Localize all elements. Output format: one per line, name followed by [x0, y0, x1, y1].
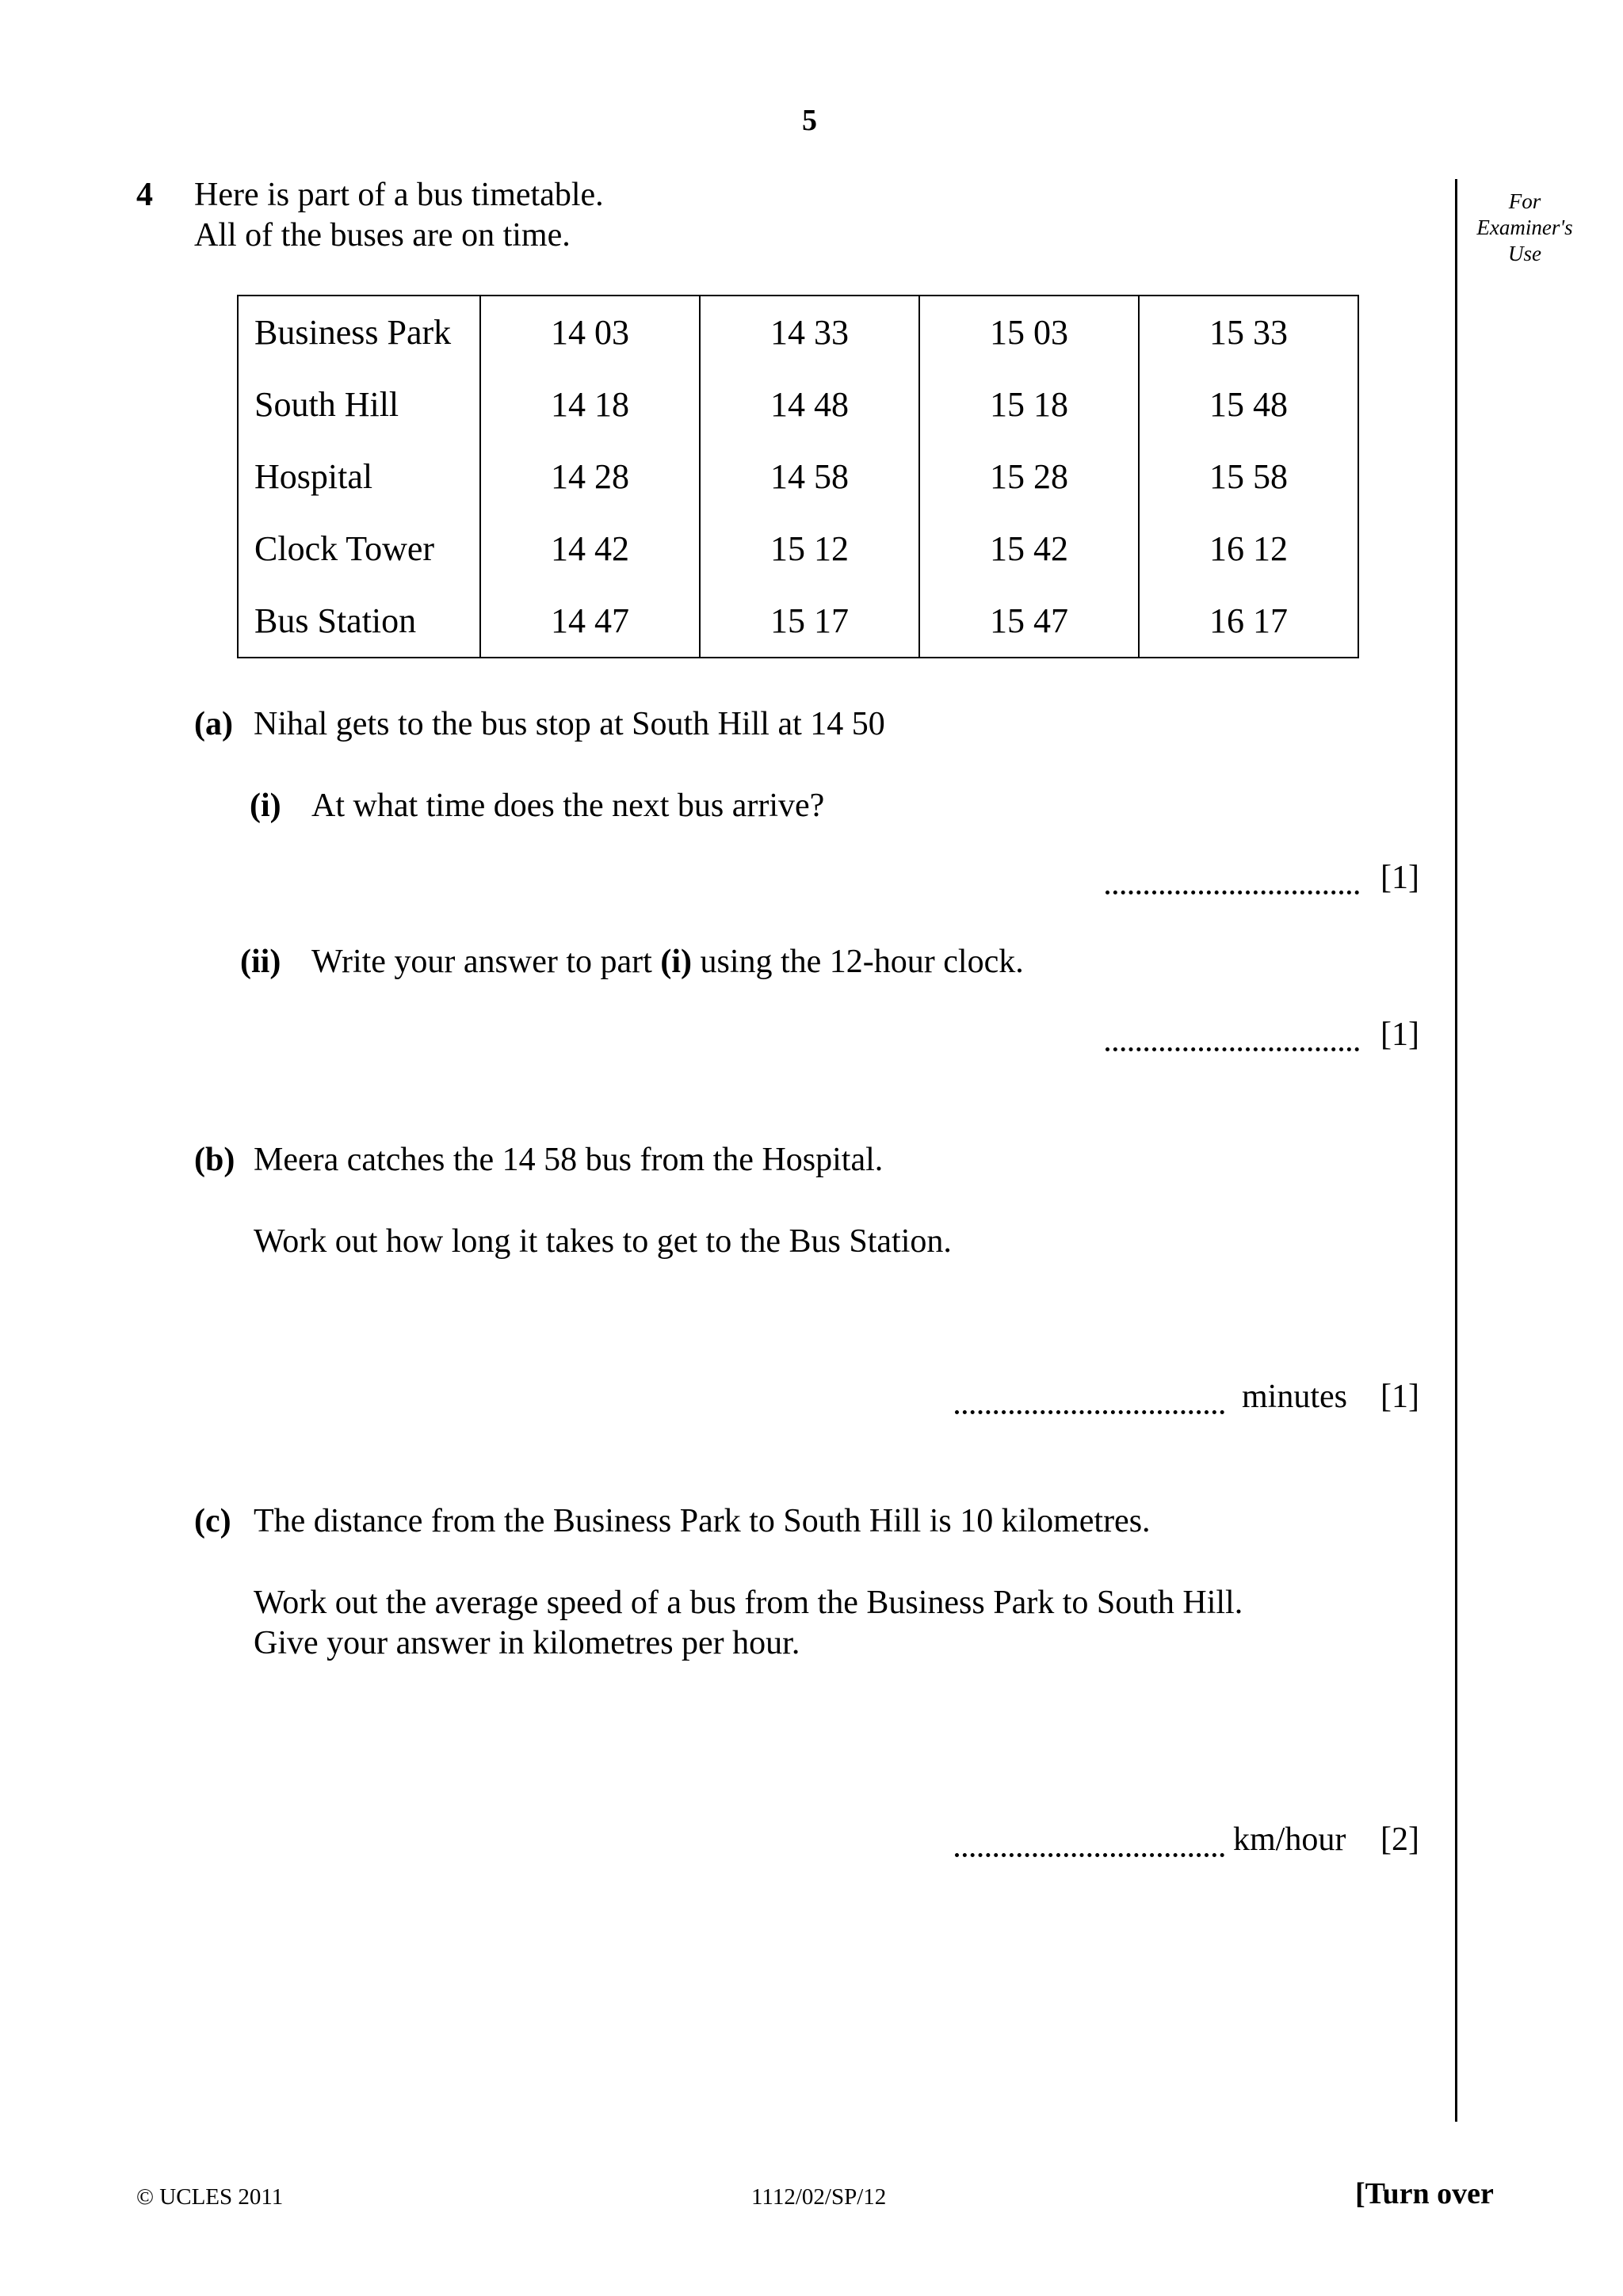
examiner-note-line: Use: [1508, 242, 1541, 265]
answer-line-a-ii[interactable]: [1106, 1047, 1359, 1051]
part-c-instruction-line: Give your answer in kilometres per hour.: [254, 1625, 800, 1661]
part-a-i-label: (i): [250, 788, 281, 824]
departure-time: 15 48: [1139, 368, 1358, 441]
marks-c: [2]: [1381, 1821, 1419, 1858]
part-b-text: Meera catches the 14 58 bus from the Hospital.: [254, 1142, 884, 1178]
marks-a-ii: [1]: [1381, 1016, 1419, 1053]
paper-code: 1112/02/SP/12: [751, 2184, 887, 2210]
departure-time: 14 58: [700, 441, 919, 513]
departure-time: 15 42: [919, 513, 1139, 585]
unit-minutes: minutes: [1242, 1379, 1347, 1415]
departure-time: 15 18: [919, 368, 1139, 441]
departure-time: 14 18: [480, 368, 700, 441]
part-a-ii-text-before: Write your answer to part: [311, 944, 652, 980]
departure-time: 16 12: [1139, 513, 1358, 585]
part-a-text: Nihal gets to the bus stop at South Hill at 14 50: [254, 706, 885, 742]
page-number: 5: [802, 104, 817, 137]
departure-time: 15 03: [919, 296, 1139, 368]
part-a-i-text: At what time does the next bus arrive?: [311, 788, 825, 824]
departure-time: 15 12: [700, 513, 919, 585]
stop-name: South Hill: [254, 385, 399, 424]
question-intro-line: All of the buses are on time.: [194, 217, 571, 254]
departure-time: 15 28: [919, 441, 1139, 513]
copyright: © UCLES 2011: [136, 2184, 284, 2210]
departure-time: 15 58: [1139, 441, 1358, 513]
departure-time: 14 03: [480, 296, 700, 368]
question-number: 4: [136, 177, 153, 213]
departure-time: 14 47: [480, 585, 700, 658]
departure-time: 14 42: [480, 513, 700, 585]
table-row: [238, 441, 1358, 513]
part-a-label: (a): [194, 706, 233, 742]
examiner-use-note: [1450, 189, 1599, 267]
table-row: [238, 513, 1358, 585]
stop-name: Business Park: [254, 313, 452, 352]
part-c-label: (c): [194, 1503, 231, 1539]
departure-time: 14 48: [700, 368, 919, 441]
examiner-note-line: Examiner's: [1476, 215, 1573, 239]
unit-km-per-hour: km/hour: [1233, 1821, 1346, 1858]
departure-time: 15 17: [700, 585, 919, 658]
table-row: [238, 296, 1358, 368]
answer-line-c[interactable]: [955, 1853, 1224, 1857]
turn-over: [Turn over: [1355, 2177, 1494, 2210]
table-row: [238, 368, 1358, 441]
part-c-text: The distance from the Business Park to South Hill is 10 kilometres.: [254, 1503, 1151, 1539]
stop-name: Hospital: [254, 457, 373, 496]
part-a-ii-text-after: using the 12-hour clock.: [700, 944, 1024, 980]
part-a-ii-ref: (i): [660, 944, 692, 980]
table-row: [238, 585, 1358, 658]
departure-time: 14 33: [700, 296, 919, 368]
departure-time: 15 33: [1139, 296, 1358, 368]
marks-a-i: [1]: [1381, 860, 1419, 896]
question-intro-line: Here is part of a bus timetable.: [194, 177, 604, 213]
part-b-instruction: Work out how long it takes to get to the Bus Station.: [254, 1223, 952, 1260]
answer-line-b[interactable]: [955, 1410, 1224, 1414]
bus-timetable: [237, 295, 1359, 658]
answer-line-a-i[interactable]: [1106, 891, 1359, 894]
part-b-label: (b): [194, 1142, 235, 1178]
stop-name: Bus Station: [254, 601, 417, 640]
departure-time: 16 17: [1139, 585, 1358, 658]
part-a-ii-text: [311, 945, 1024, 978]
part-c-instruction-line: Work out the average speed of a bus from the Business Park to South Hill.: [254, 1585, 1243, 1621]
departure-time: 14 28: [480, 441, 700, 513]
examiner-margin-rule: [1455, 179, 1457, 2122]
marks-b: [1]: [1381, 1379, 1419, 1415]
examiner-note-line: For: [1508, 189, 1541, 213]
stop-name: Clock Tower: [254, 529, 435, 568]
departure-time: 15 47: [919, 585, 1139, 658]
part-a-ii-label: (ii): [240, 944, 281, 980]
